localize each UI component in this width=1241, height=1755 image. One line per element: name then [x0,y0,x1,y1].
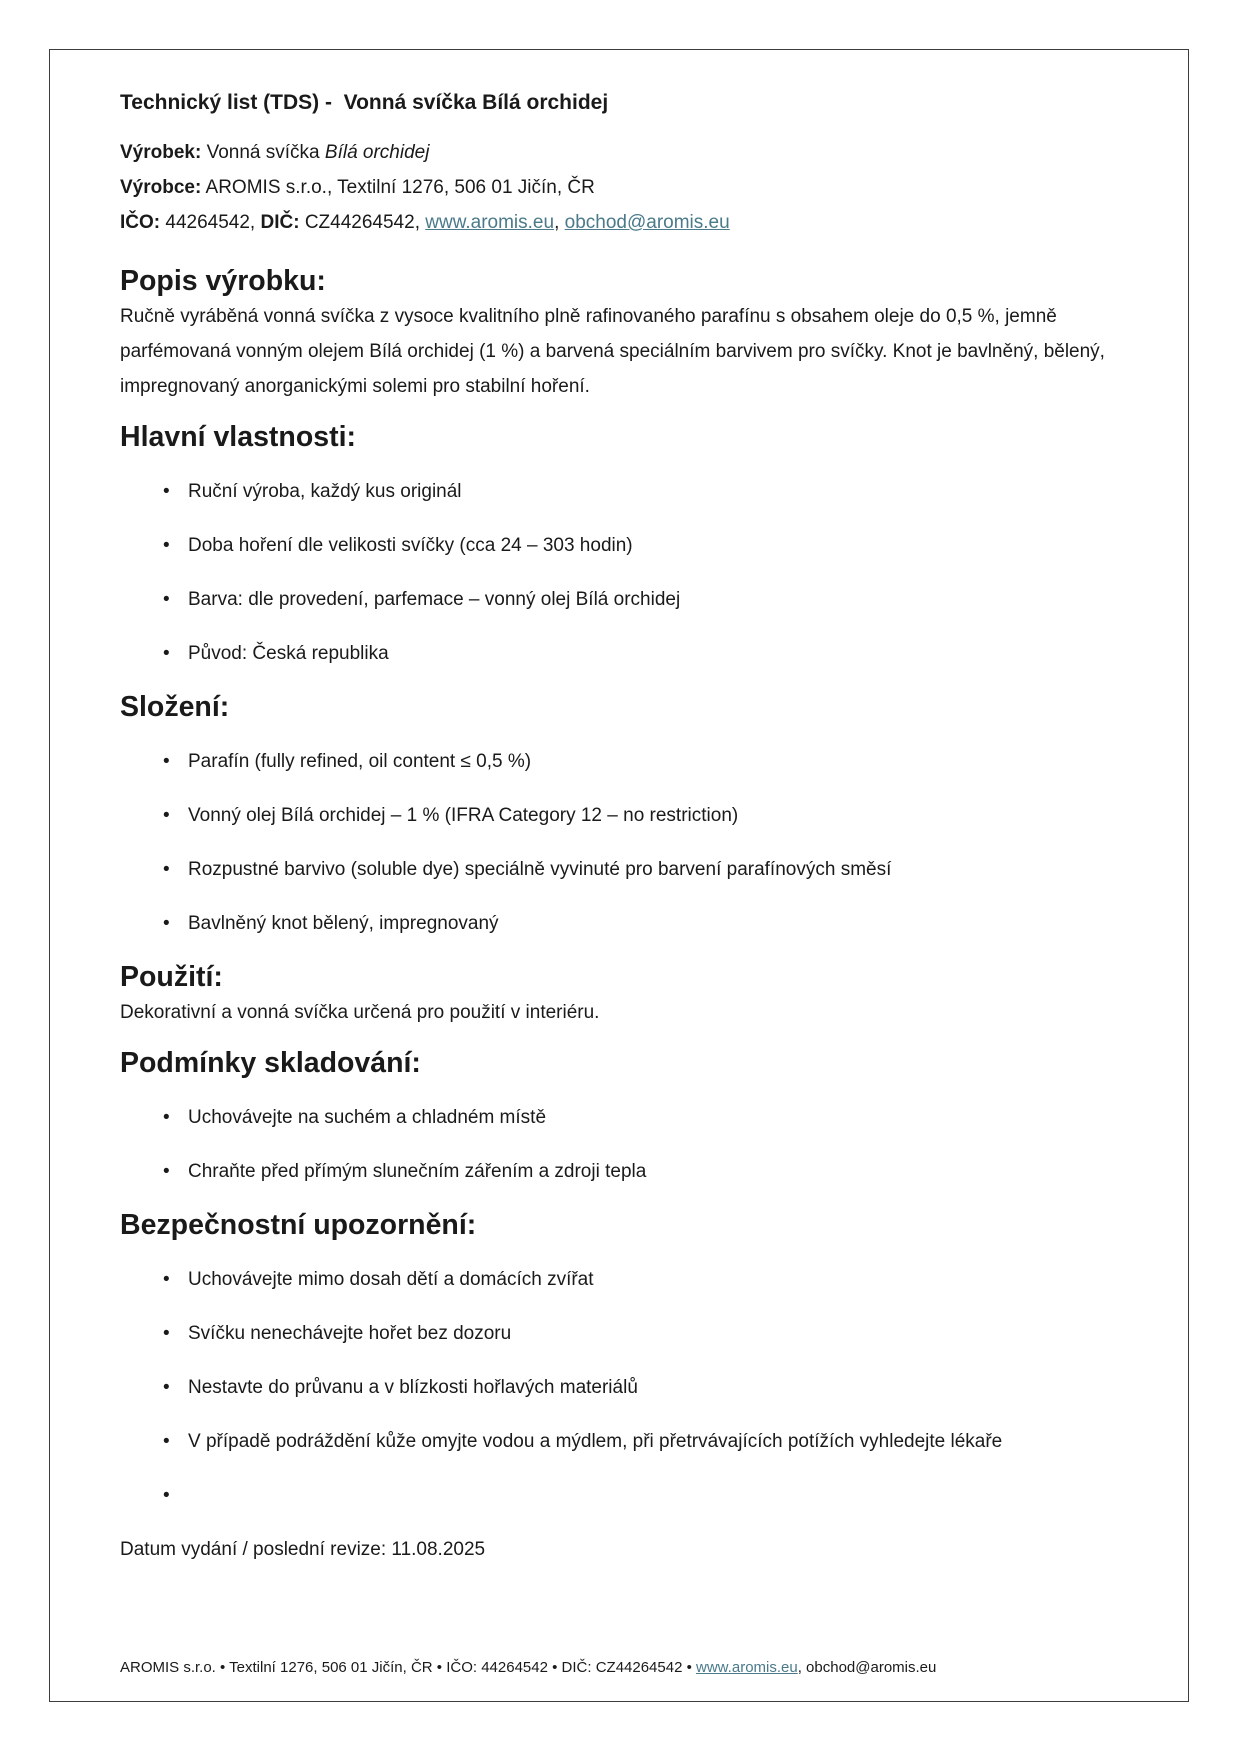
product-name-italic: Bílá orchidej [324,142,430,163]
bullet-icon: • [163,1323,170,1344]
list-item [120,1262,1138,1297]
bullet-icon: • [163,913,170,934]
product-value: Vonná svíčka [201,142,325,163]
bullet-icon: • [163,481,170,502]
vlastnosti-list [120,474,1138,671]
page-footer [120,1656,1138,1680]
bullet-icon: • [163,1377,170,1398]
section-heading-bezpecnost: Bezpečnostní upozornění: [120,1209,477,1241]
bullet-text: Parafín (fully refined, oil content ≤ 0,5 %) [188,751,532,772]
product-line [120,135,1138,170]
bullet-text: Nestavte do průvanu a v blízkosti hořlavých materiálů [188,1377,638,1398]
page-title: Technický list (TDS) - Vonná svíčka Bílá orchidej [120,91,609,114]
section-heading-vlastnosti: Hlavní vlastnosti: [120,421,356,453]
manufacturer-value: AROMIS s.r.o., Textilní 1276, 506 01 Jičín, ČR [201,177,595,198]
bullet-text: Uchovávejte mimo dosah dětí a domácích zvířat [188,1269,594,1290]
manufacturer-line [120,170,1138,205]
dic-value: CZ44264542, [299,212,426,233]
list-item [120,1100,1138,1135]
product-label: Výrobek: [120,142,202,163]
footer-website-link[interactable]: www.aromis.eu [696,1659,798,1676]
revision-date-line: Datum vydání / poslední revize: 11.08.2025 [120,1539,486,1560]
bullet-text: Svíčku nenechávejte hořet bez dozoru [188,1323,512,1344]
bullet-icon: • [163,1269,170,1290]
bullet-icon: • [163,805,170,826]
bullet-icon: • [163,751,170,772]
section-heading-skladovani: Podmínky skladování: [120,1047,421,1079]
dic-label: DIČ: [260,212,300,233]
bullet-text: Ruční výroba, každý kus originál [188,481,462,502]
pouziti-paragraph: Dekorativní a vonná svíčka určená pro použití v interiéru. [120,1002,600,1023]
link-separator: , [554,212,565,233]
bullet-icon: • [163,1485,170,1506]
bullet-text: Doba hoření dle velikosti svíčky (cca 24 – 303 hodin) [188,535,633,556]
list-item [120,852,1138,887]
list-item [120,528,1138,563]
manufacturer-label: Výrobce: [120,177,202,198]
section-heading-pouziti: Použití: [120,961,223,993]
bullet-text: V případě podráždění kůže omyjte vodou a mýdlem, při přetrvávajících potížích vyhledejte lékaře [188,1431,1003,1452]
list-item [120,1154,1138,1189]
ico-value: 44264542, [160,212,261,233]
footer-email-text: , obchod@aromis.eu [797,1659,937,1676]
bullet-text: Vonný olej Bílá orchidej – 1 % (IFRA Category 12 – no restriction) [188,805,739,826]
bullet-icon: • [163,859,170,880]
bezpecnost-list [120,1262,1138,1513]
list-item [120,1424,1138,1459]
list-item [120,1370,1138,1405]
list-item [120,582,1138,617]
footer-company-info: AROMIS s.r.o. • Textilní 1276, 506 01 Jičín, ČR • IČO: 44264542 • DIČ: CZ44264542 • [120,1659,697,1676]
email-link[interactable]: obchod@aromis.eu [564,212,730,233]
bullet-icon: • [163,1431,170,1452]
skladovani-list [120,1100,1138,1189]
bullet-icon: • [163,535,170,556]
registration-line [120,205,1138,240]
product-info-block [120,135,1138,240]
bullet-text: Bavlněný knot bělený, impregnovaný [188,913,499,934]
bullet-icon: • [163,643,170,664]
website-link[interactable]: www.aromis.eu [425,212,555,233]
bullet-icon: • [163,1107,170,1128]
document-body [120,85,1138,1567]
bullet-text: Rozpustné barvivo (soluble dye) speciálně vyvinuté pro barvení parafínových směsí [188,859,892,880]
list-item [120,744,1138,779]
bullet-icon: • [163,589,170,610]
bullet-text: Barva: dle provedení, parfemace – vonný olej Bílá orchidej [188,589,681,610]
list-item [120,636,1138,671]
section-heading-popis: Popis výrobku: [120,265,326,297]
list-item [120,906,1138,941]
bullet-text: Chraňte před přímým slunečním zářením a zdroji tepla [188,1161,647,1182]
ico-label: IČO: [120,212,161,233]
list-item [120,798,1138,833]
bullet-text: Uchovávejte na suchém a chladném místě [188,1107,547,1128]
list-item [120,1316,1138,1351]
bullet-icon: • [163,1161,170,1182]
popis-paragraph: Ručně vyráběná vonná svíčka z vysoce kvalitního plně rafinovaného parafínu s obsahem oleje do 0,5 %, jemně parfémovaná vonným olejem Bílá orchidej (1 %) a barvená speciálním barvivem pro svíčky. Knot je bavlněný, bělený, impregnovaný anorganickými solemi pro stabilní hoření. [120,306,1105,397]
list-item [120,474,1138,509]
list-item-empty [120,1478,1138,1513]
slozeni-list [120,744,1138,941]
bullet-text: Původ: Česká republika [188,643,389,664]
section-heading-slozeni: Složení: [120,691,230,723]
